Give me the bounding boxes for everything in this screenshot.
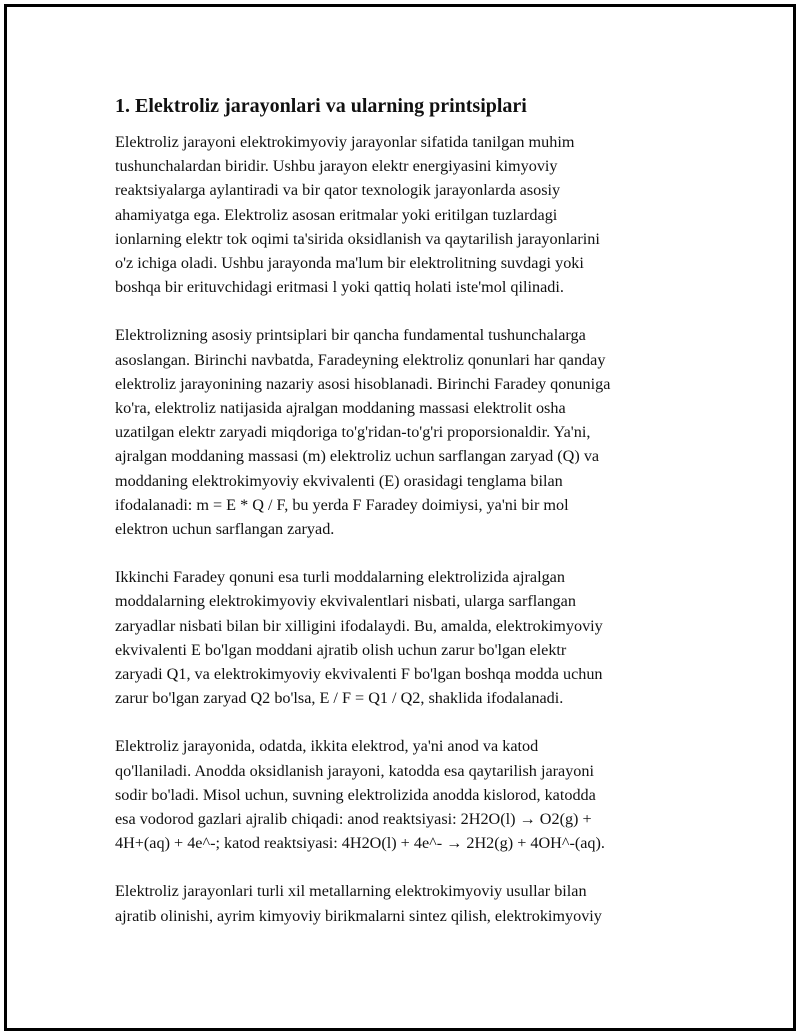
text-line: sodir bo'ladi. Misol uchun, suvning elektrolizida anodda kislorod, katodda [115, 785, 596, 804]
text-line: ionlarning elektr tok oqimi ta'sirida oksidlanish va qaytarilish jarayonlarini [115, 229, 600, 248]
text-line: asoslangan. Birinchi navbatda, Faradeyning elektroliz qonunlari har qanday [115, 350, 606, 369]
text-line: 4H+(aq) + 4e^-; katod reaktsiyasi: 4H2O(l) + 4e^- → 2H2(g) + 4OH^-(aq). [115, 834, 605, 853]
text-line: qo'llaniladi. Anodda oksidlanish jarayoni, katodda esa qaytarilish jarayoni [115, 761, 594, 780]
text-line: Ikkinchi Faradey qonuni esa turli moddalarning elektrolizida ajralgan [115, 568, 565, 587]
text-line: ko'ra, elektroliz natijasida ajralgan moddaning massasi elektrolit osha [115, 399, 566, 418]
text-line: ahamiyatga ega. Elektroliz asosan eritmalar yoki eritilgan tuzlardagi [115, 205, 558, 224]
text-line: zaryadi Q1, va elektrokimyoviy ekvivalenti F bo'lgan boshqa modda uchun [115, 665, 603, 684]
text-line: Elektroliz jarayonida, odatda, ikkita elektrod, ya'ni anod va katod [115, 737, 539, 756]
text-line: Elektrolizning asosiy printsiplari bir qancha fundamental tushunchalarga [115, 326, 586, 345]
text-line: elektron uchun sarflangan zaryad. [115, 520, 335, 539]
paragraph-applications [115, 879, 675, 927]
paragraph-electrodes [115, 734, 675, 855]
text-line: moddaning elektrokimyoviy ekvivalenti (E) orasidagi tenglama bilan [115, 471, 563, 490]
text-line: tushunchalardan biridir. Ushbu jarayon elektr energiyasini kimyoviy [115, 157, 558, 176]
text-line: ajratib olinishi, ayrim kimyoviy birikmalarni sintez qilish, elektrokimyoviy [115, 906, 602, 925]
section-heading: 1. Elektroliz jarayonlari va ularning printsiplari [115, 95, 527, 117]
text-line: uzatilgan elektr zaryadi miqdoriga to'g'ridan-to'g'ri proporsionaldir. Ya'ni, [115, 423, 591, 442]
paragraph-second-law [115, 565, 675, 710]
text-line: reaktsiyalarga aylantiradi va bir qator texnologik jarayonlarda asosiy [115, 181, 561, 200]
document-body [115, 92, 675, 952]
paragraph-intro [115, 130, 675, 299]
paragraph-principles [115, 323, 675, 541]
text-line: ekvivalenti E bo'lgan moddani ajratib olish uchun zarur bo'lgan elektr [115, 640, 567, 659]
text-line: o'z ichiga oladi. Ushbu jarayonda ma'lum bir elektrolitning suvdagi yoki [115, 254, 584, 273]
text-line: zaryadlar nisbati bilan bir xilligini ifodalaydi. Bu, amalda, elektrokimyoviy [115, 616, 603, 635]
text-line: esa vodorod gazlari ajralib chiqadi: anod reaktsiyasi: 2H2O(l) → O2(g) + [115, 810, 592, 829]
text-line: zarur bo'lgan zaryad Q2 bo'lsa, E / F = Q1 / Q2, shaklida ifodalanadi. [115, 689, 564, 708]
text-line: Elektroliz jarayoni elektrokimyoviy jarayonlar sifatida tanilgan muhim [115, 133, 575, 151]
text-line: ajralgan moddaning massasi (m) elektroliz uchun sarflangan zaryad (Q) va [115, 447, 600, 466]
text-line: ifodalanadi: m = E * Q / F, bu yerda F Faradey doimiysi, ya'ni bir mol [115, 495, 569, 514]
text-line: moddalarning elektrokimyoviy ekvivalentlari nisbati, ularga sarflangan [115, 592, 576, 611]
text-line: Elektroliz jarayonlari turli xil metallarning elektrokimyoviy usullar bilan [115, 882, 587, 901]
text-line: boshqa bir erituvchidagi eritmasi l yoki qattiq holati iste'mol qilinadi. [115, 278, 564, 297]
text-line: elektroliz jarayonining nazariy asosi hisoblanadi. Birinchi Faradey qonuniga [115, 374, 611, 393]
